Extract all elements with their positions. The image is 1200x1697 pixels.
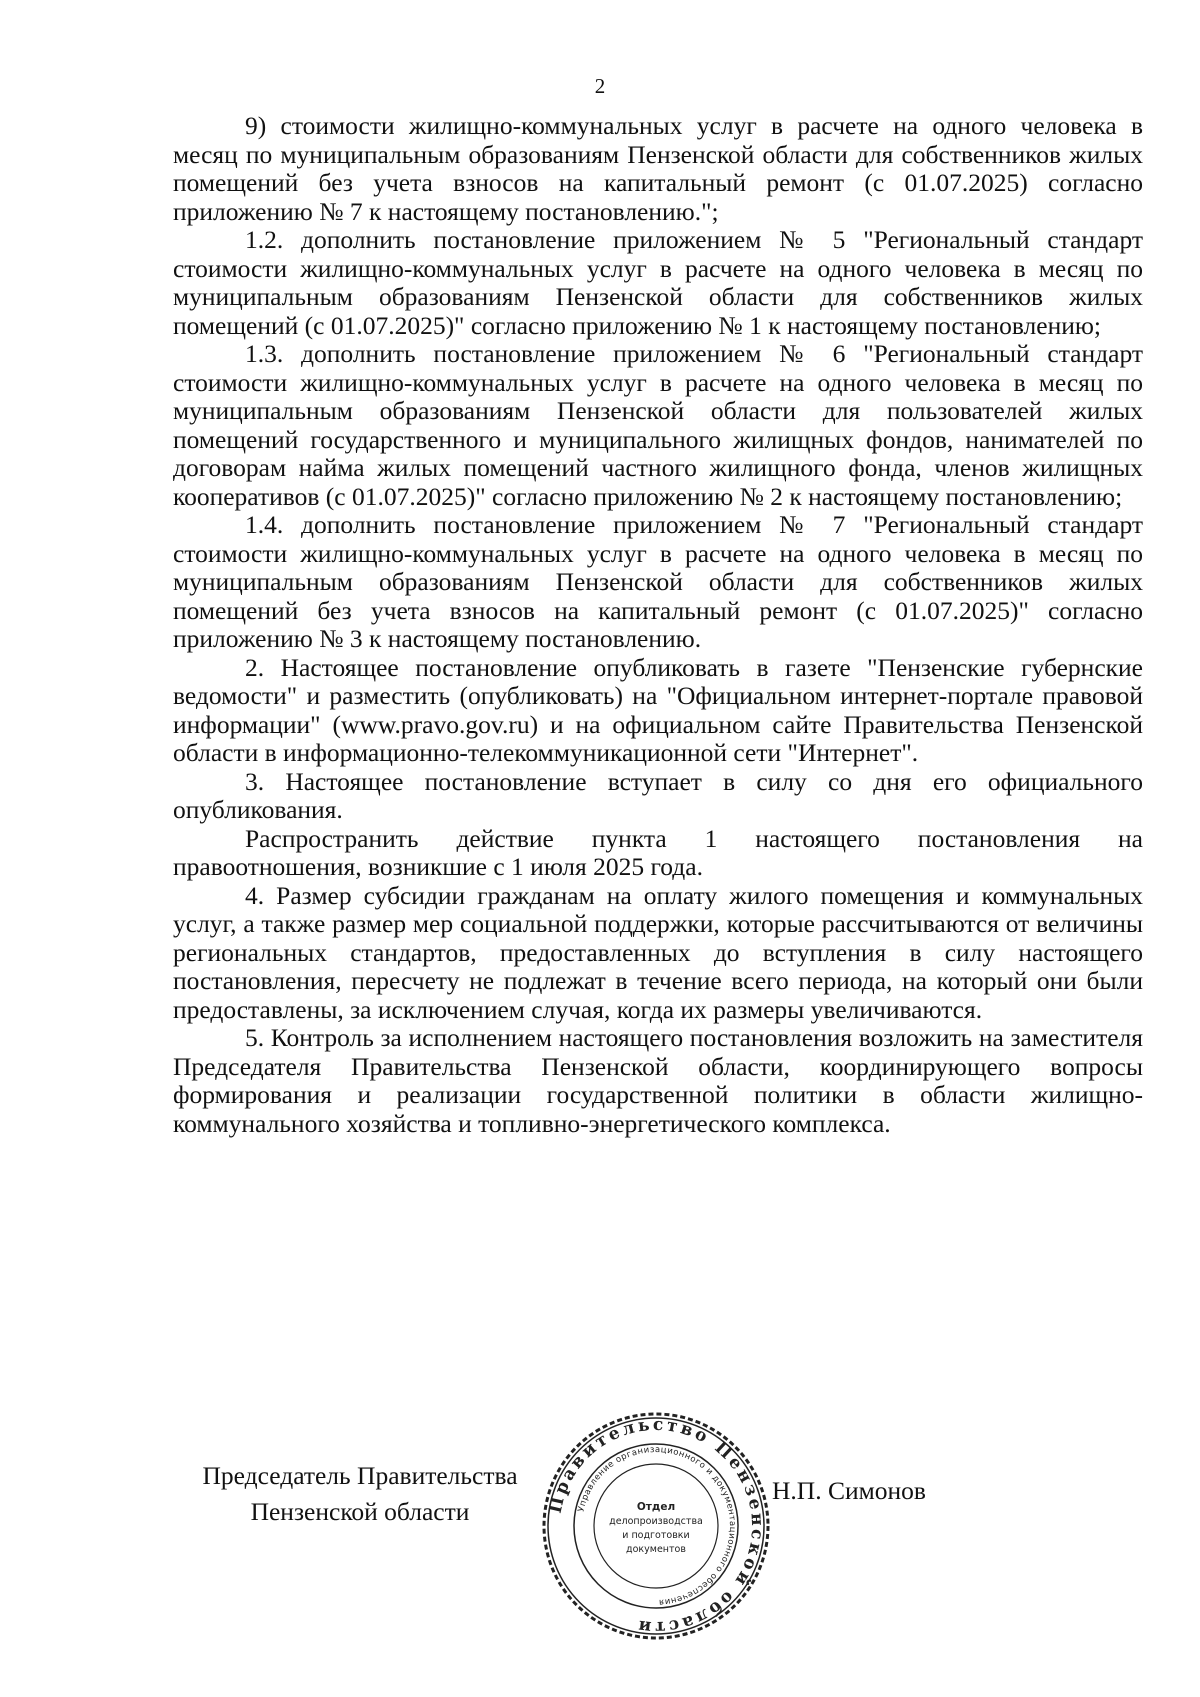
- signatory-title-line2: Пензенской области: [250, 1497, 470, 1526]
- signatory-name: Н.П. Симонов: [772, 1476, 926, 1505]
- seal-center-line1: Отдел: [636, 1501, 676, 1513]
- paragraph-3-extension: Распространить действие пункта 1 настоящего постановления на правоотношения, возникшие с 1 июля 2025 года.: [173, 823, 1143, 881]
- paragraph-5: 5. Контроль за исполнением настоящего постановления возложить на заместителя Председателя Правительства Пензенской области, координирующего вопросы формирования и реализации государственной политики в области жилищно-коммунального хозяйства и топливно-энергетического комплекса.: [173, 1023, 1143, 1138]
- paragraph-4: 4. Размер субсидии гражданам на оплату жилого помещения и коммунальных услуг, а также размер мер социальной поддержки, которые рассчитываются от величины региональных стандартов, предоставленных до вступления в силу настоящего постановления, пересчету не подлежат в течение всего периода, на который они были предоставлены, за исключением случая, когда их размеры увеличиваются.: [173, 880, 1143, 1024]
- seal-outer-text: Правительство Пензенской области: [545, 1414, 768, 1638]
- paragraph-1-2: 1.2. дополнить постановление приложением № 5 "Региональный стандарт стоимости жилищно-коммунальных услуг в расчете на одного человека в месяц по муниципальным образованиям Пензенской области для собственников жилых помещений (с 01.07.2025)" согласно приложению № 1 к настоящему постановлению;: [173, 225, 1143, 340]
- paragraph-2: 2. Настоящее постановление опубликовать в газете "Пензенские губернские ведомости" и разместить (опубликовать) на "Официальном интернет-портале правовой информации" (www.pravo.gov.ru) и на официальном сайте Правительства Пензенской области в информационно-телекоммуникационной сети "Интернет".: [173, 652, 1143, 767]
- document-body: [173, 112, 1143, 1138]
- paragraph-3: 3. Настоящее постановление вступает в силу со дня его официального опубликования.: [173, 766, 1143, 824]
- seal-center-line2: делопроизводства: [609, 1516, 703, 1527]
- paragraph-item-9: 9) стоимости жилищно-коммунальных услуг в расчете на одного человека в месяц по муниципальным образованиям Пензенской области для собственников жилых помещений без учета взносов на капитальный ремонт (с 01.07.2025) согласно приложению № 7 к настоящему постановлению.";: [173, 111, 1143, 226]
- signatory-title-line1: Председатель Правительства: [202, 1461, 518, 1490]
- seal-center-line3: и подготовки: [622, 1530, 690, 1541]
- official-seal: [540, 1410, 772, 1642]
- paragraph-1-3: 1.3. дополнить постановление приложением № 6 "Региональный стандарт стоимости жилищно-коммунальных услуг в расчете на одного человека в месяц по муниципальным образованиям Пензенской области для пользователей жилых помещений государственного и муниципального жилищных фондов, нанимателей по договорам найма жилых помещений частного жилищного фонда, членов жилищных кооперативов (с 01.07.2025)" согласно приложению № 2 к настоящему постановлению;: [173, 339, 1143, 511]
- signature-block: [0, 1410, 1200, 1650]
- page-number: 2: [594, 74, 606, 98]
- signatory-title: [180, 1458, 540, 1530]
- seal-center-line4: документов: [626, 1544, 686, 1555]
- seal-ring-text: Управление организационного и документационного обеспечения: [576, 1444, 738, 1607]
- paragraph-1-4: 1.4. дополнить постановление приложением № 7 "Региональный стандарт стоимости жилищно-коммунальных услуг в расчете на одного человека в месяц по муниципальным образованиям Пензенской области для собственников жилых помещений без учета взносов на капитальный ремонт (с 01.07.2025)" согласно приложению № 3 к настоящему постановлению.: [173, 510, 1143, 653]
